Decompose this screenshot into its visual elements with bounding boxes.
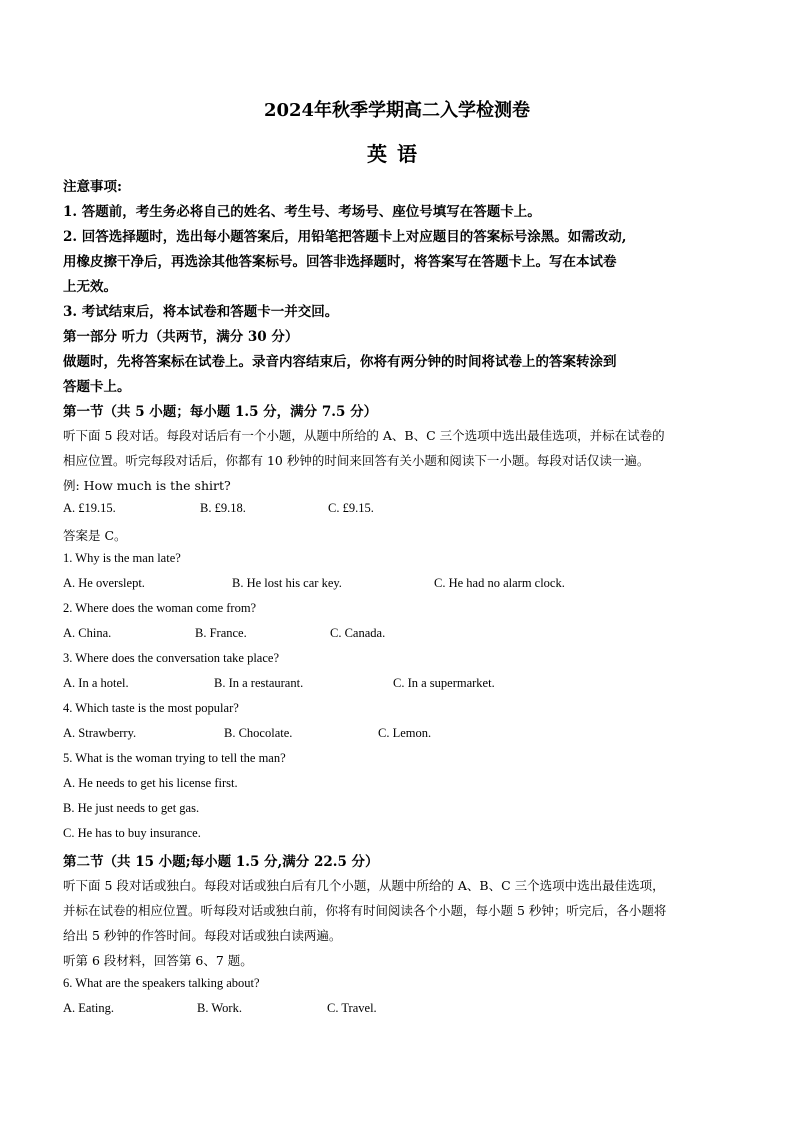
notice-heading: 注意事项:: [63, 179, 122, 195]
part1-heading: 第一部分 听力（共两节，满分 30 分）: [63, 329, 299, 345]
q5-option-b: B. He just needs to get gas.: [63, 801, 200, 815]
section1-heading: 第一节（共 5 小题；每小题 1.5 分，满分 7.5 分）: [63, 404, 378, 420]
example-answer: 答案是 C。: [63, 528, 127, 543]
q1-option-c: C. He had no alarm clock.: [434, 576, 565, 590]
notice-item-2-end: 上无效。: [63, 279, 117, 295]
q5-option-c: C. He has to buy insurance.: [63, 826, 201, 840]
q2-option-c: C. Canada.: [330, 626, 386, 640]
section2-instruction-1: 听下面 5 段对话或独白。每段对话或独白后有几个小题，从题中所给的 A、B、C 三个选项中选出最佳选项，: [63, 878, 665, 893]
example-option-b: B. £9.18.: [200, 501, 246, 515]
example-question: 例: How much is the shirt?: [63, 478, 231, 493]
question-2: 2. Where does the woman come from?: [63, 601, 257, 615]
question-6: 6. What are the speakers talking about?: [63, 976, 260, 990]
q1-option-b: B. He lost his car key.: [232, 576, 342, 590]
section2-heading: 第二节（共 15 小题;每小题 1.5 分,满分 22.5 分）: [63, 854, 379, 870]
question-5: 5. What is the woman trying to tell the man?: [63, 751, 286, 765]
q4-option-a: A. Strawberry.: [63, 726, 137, 740]
q6-option-c: C. Travel.: [327, 1001, 377, 1015]
q3-option-a: A. In a hotel.: [63, 676, 129, 690]
question-4: 4. Which taste is the most popular?: [63, 701, 239, 715]
notice-item-1: 1. 答题前，考生务必将自己的姓名、考生号、考场号、座位号填写在答题卡上。: [63, 204, 541, 220]
part1-instruction-2: 答题卡上。: [63, 379, 131, 395]
question-1: 1. Why is the man late?: [63, 551, 181, 565]
example-option-c: C. £9.15.: [328, 501, 374, 515]
question-3: 3. Where does the conversation take place?: [63, 651, 279, 665]
q5-option-a: A. He needs to get his license first.: [63, 776, 238, 790]
material-6-note: 听第 6 段材料，回答第 6、7 题。: [63, 953, 253, 968]
q2-option-b: B. France.: [195, 626, 247, 640]
notice-item-2-cont: 用橡皮擦干净后，再选涂其他答案标号。回答非选择题时，将答案写在答题卡上。写在本试卷: [63, 254, 617, 270]
notice-item-3: 3. 考试结束后，将本试卷和答题卡一并交回。: [63, 304, 339, 320]
q6-option-b: B. Work.: [197, 1001, 242, 1015]
q4-option-b: B. Chocolate.: [224, 726, 293, 740]
part1-instruction-1: 做题时，先将答案标在试卷上。录音内容结束后，你将有两分钟的时间将试卷上的答案转涂到: [63, 354, 617, 370]
example-option-a: A. £19.15.: [63, 501, 116, 515]
section2-instruction-2: 并标在试卷的相应位置。听每段对话或独白前，你将有时间阅读各个小题，每小题 5 秒钟；听完后，各小题将: [63, 903, 667, 918]
q2-option-a: A. China.: [63, 626, 112, 640]
subject-title: 英语: [367, 142, 427, 166]
q1-option-a: A. He overslept.: [63, 576, 145, 590]
section2-instruction-3: 给出 5 秒钟的作答时间。每段对话或独白读两遍。: [63, 928, 342, 943]
q4-option-c: C. Lemon.: [378, 726, 432, 740]
section1-instruction-1: 听下面 5 段对话。每段对话后有一个小题，从题中所给的 A、B、C 三个选项中选出最佳选项，并标在试卷的: [63, 428, 665, 443]
q3-option-b: B. In a restaurant.: [214, 676, 304, 690]
q3-option-c: C. In a supermarket.: [393, 676, 495, 690]
exam-title: 2024年秋季学期高二入学检测卷: [263, 100, 531, 121]
q6-option-a: A. Eating.: [63, 1001, 115, 1015]
section1-instruction-2: 相应位置。听完每段对话后，你都有 10 秒钟的时间来回答有关小题和阅读下一小题。每段对话仅读一遍。: [63, 453, 650, 468]
notice-item-2: 2. 回答选择题时，选出每小题答案后，用铅笔把答题卡上对应题目的答案标号涂黑。如需改动,: [63, 229, 627, 245]
